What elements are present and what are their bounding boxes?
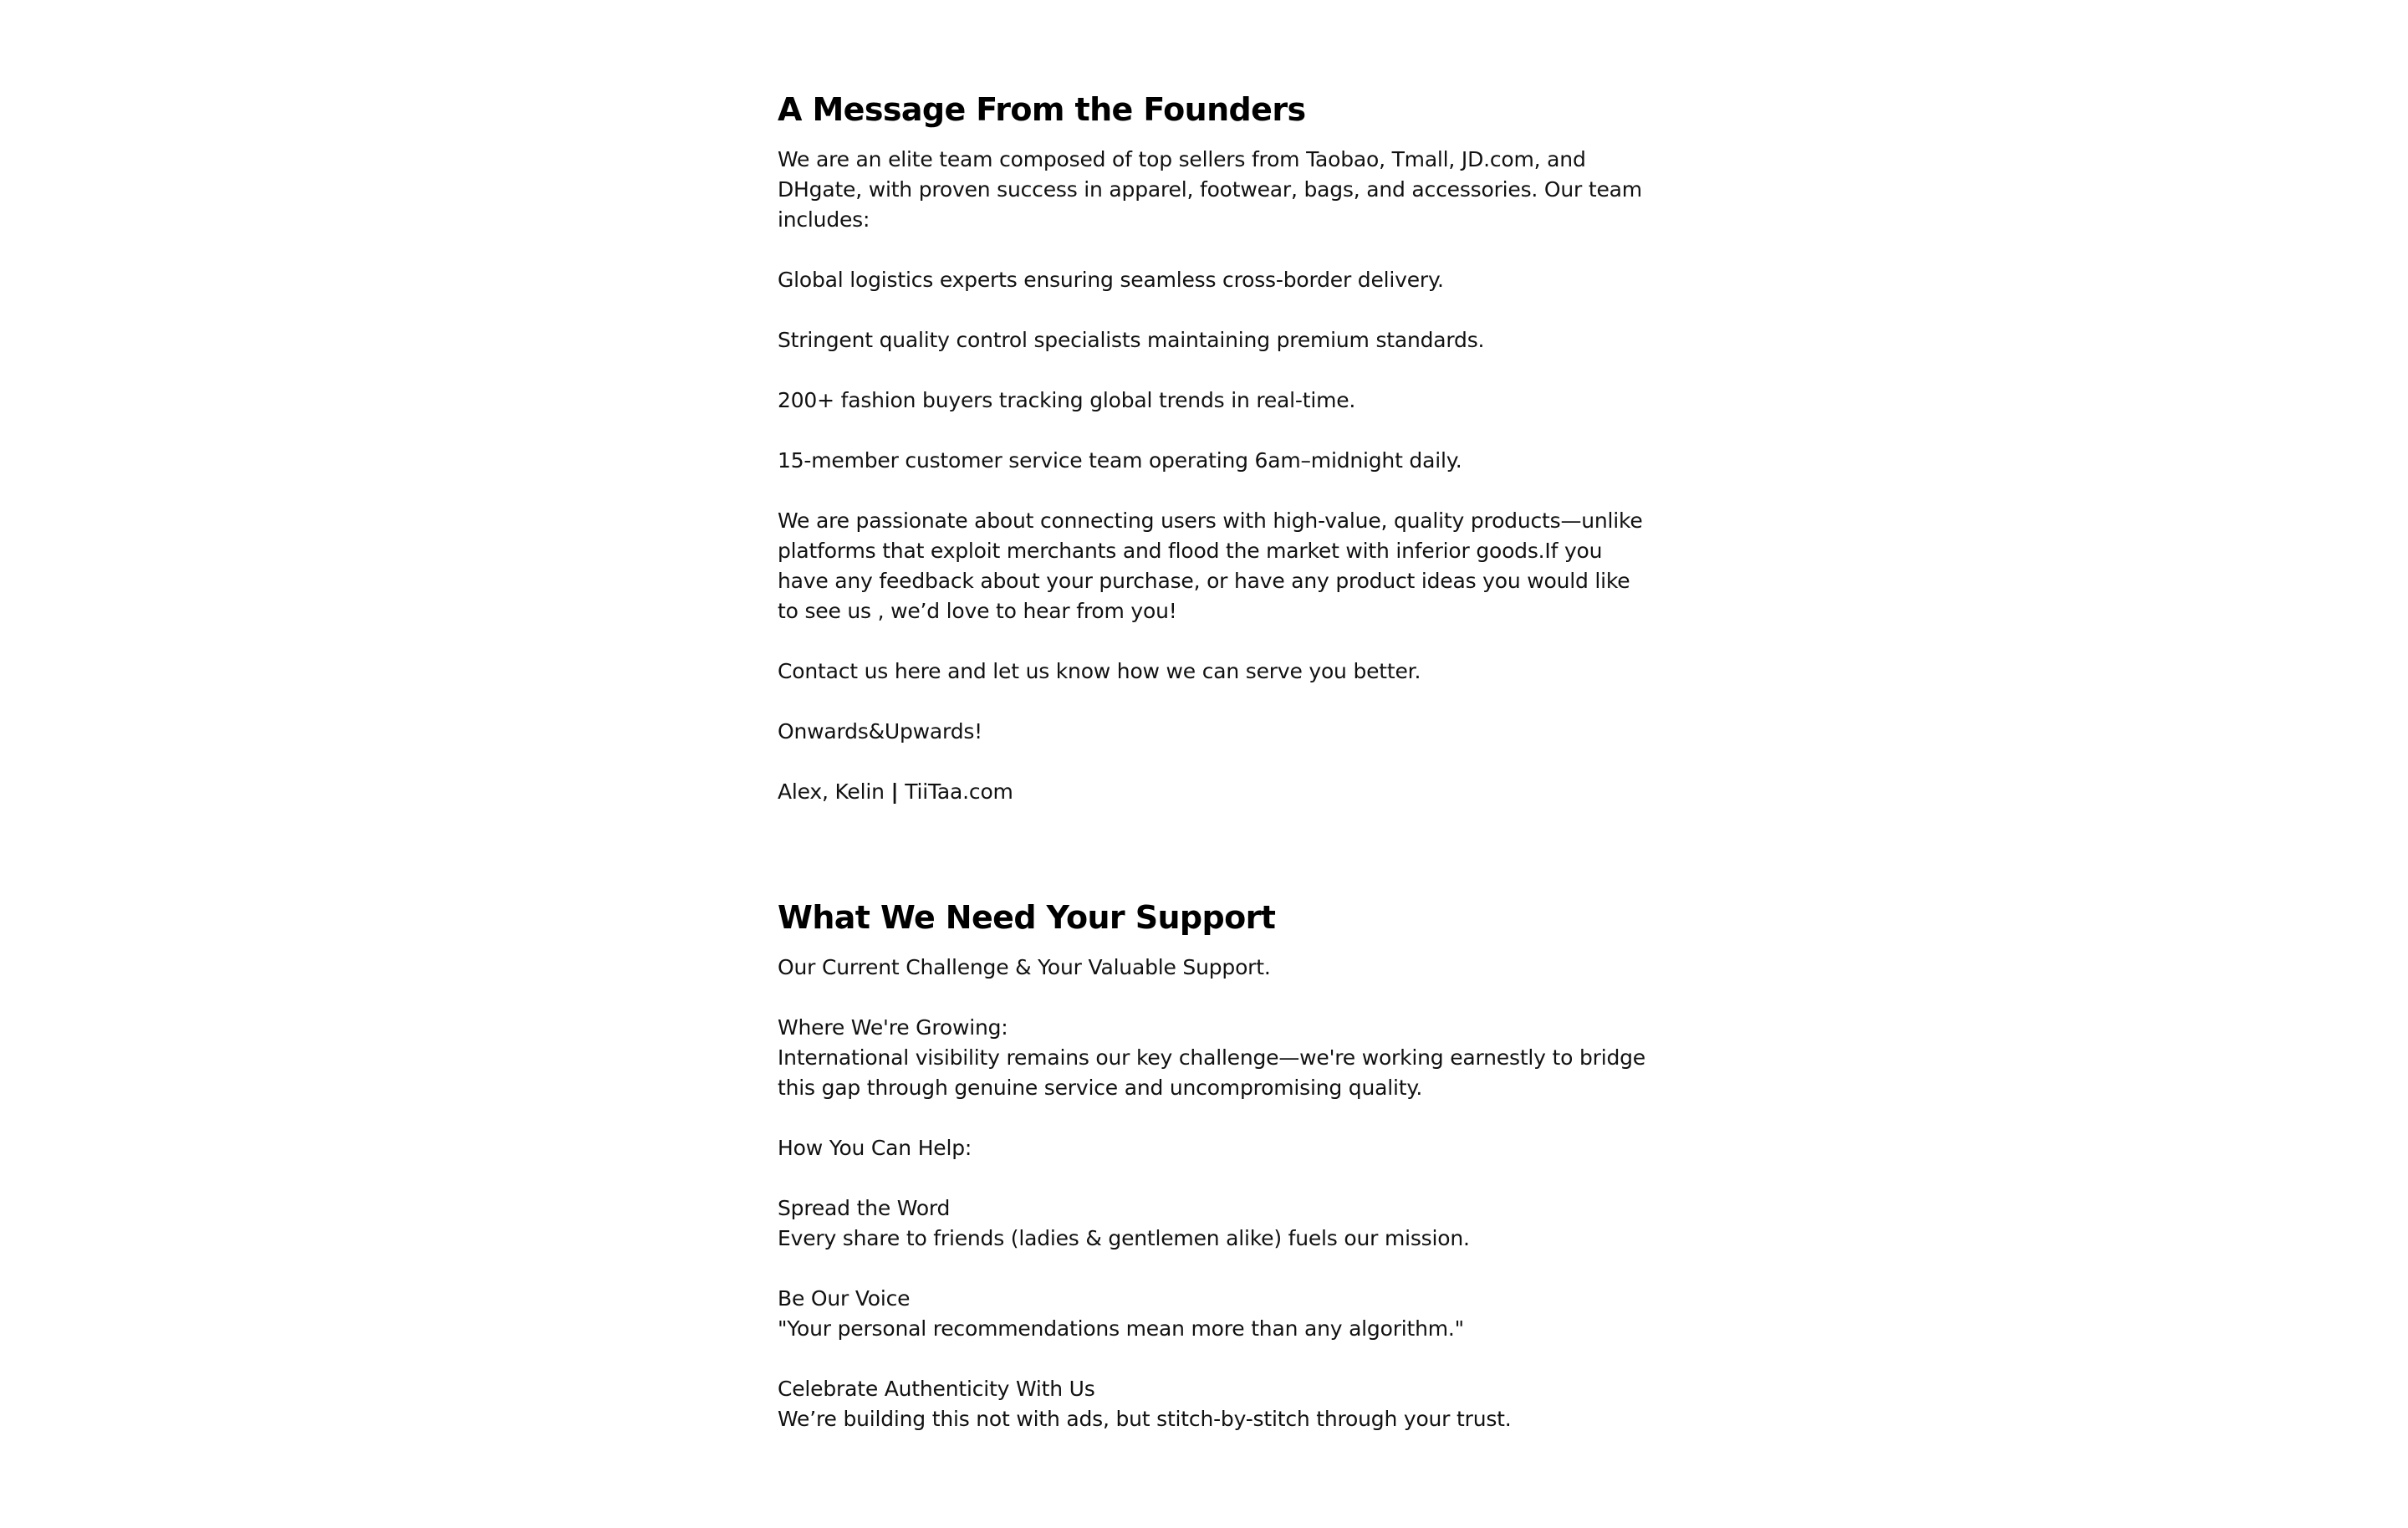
support-item-text: We’re building this not with ads, but stitch-by-stitch through your trust. [778,1407,1512,1431]
support-title: What We Need Your Support [778,899,1276,936]
team-item: 200+ fashion buyers tracking global trends in real-time. [778,388,1356,412]
team-item: Global logistics experts ensuring seamless cross-border delivery. [778,268,1444,292]
signature-separator: | [890,779,899,804]
founders-title: A Message From the Founders [778,91,1306,128]
founders-passion: We are passionate about connecting users with high-value, quality products—unlike platforms that exploit merchants and flood the market with inferior goods.If you have any feedback about your purchase, or have any product ideas you would like to see us , we’d love to hear from you! [778,508,1643,623]
content-column [778,88,1647,1434]
growing-text: International visibility remains our key challenge—we're working earnestly to bridge this gap through genuine service and uncompromising quality. [778,1045,1645,1100]
support-item [778,1284,1647,1344]
team-item: Stringent quality control specialists maintaining premium standards. [778,328,1485,352]
founders-signoff: Onwards&Upwards! [778,719,983,744]
support-item-text: Every share to friends (ladies & gentlemen alike) fuels our mission. [778,1226,1470,1250]
support-item-text: "Your personal recommendations mean more than any algorithm." [778,1316,1464,1341]
support-section [778,896,1647,1434]
section-spacer [778,807,1647,896]
founders-section [778,88,1647,807]
support-item-heading: Be Our Voice [778,1286,911,1311]
support-item [778,1193,1647,1254]
growing-block [778,1013,1647,1103]
founders-intro: We are an elite team composed of top sellers from Taobao, Tmall, JD.com, and DHgate, with proven success in apparel, footwear, bags, and accessories. Our team includes: [778,147,1642,232]
founders-contact: Contact us here and let us know how we can serve you better. [778,659,1421,683]
founders-signature [778,777,1647,807]
signature-site: TiiTaa.com [905,779,1013,804]
help-heading: How You Can Help: [778,1136,972,1160]
team-item: 15-member customer service team operating 6am–midnight daily. [778,448,1462,473]
signature-names: Alex, Kelin [778,779,885,804]
support-item-heading: Celebrate Authenticity With Us [778,1377,1095,1401]
support-intro: Our Current Challenge & Your Valuable Support. [778,955,1271,979]
support-item-heading: Spread the Word [778,1196,951,1220]
growing-heading: Where We're Growing: [778,1015,1008,1040]
support-item [778,1374,1647,1434]
